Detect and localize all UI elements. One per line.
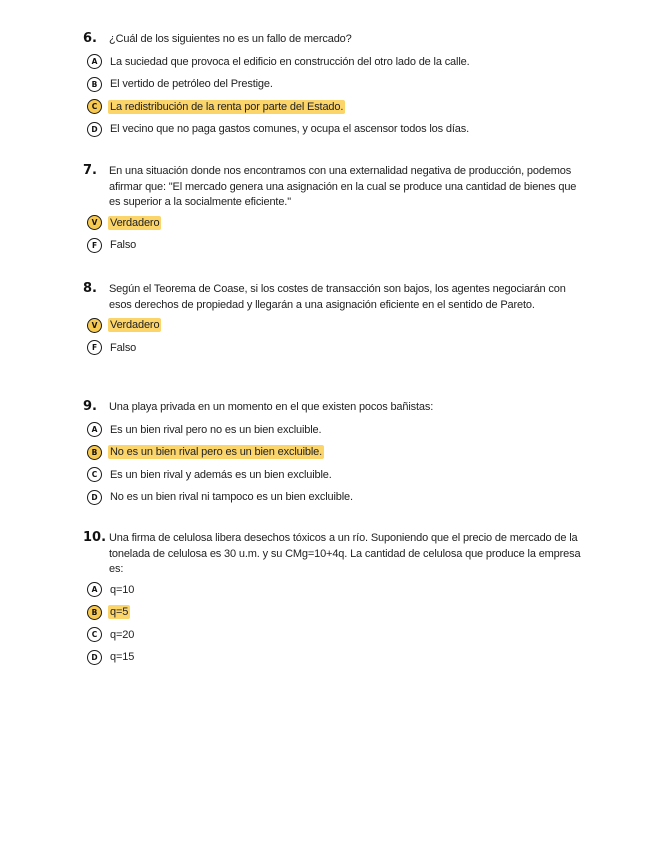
question-text: En una situación donde nos encontramos con una externalidad negativa de producción, podemos afirmar que: "El mercado genera una asignación en la cual se produce una cantidad de bienes que es superior a la socialmente eficiente." [109, 165, 577, 208]
option-c[interactable] [83, 464, 583, 487]
question-8 [83, 282, 583, 359]
option-bubble[interactable]: A [87, 54, 102, 69]
option-label: El vecino que no paga gastos comunes, y ocupa el ascensor todos los días. [110, 123, 470, 136]
option-label: q=5 [110, 606, 129, 619]
option-b-selected[interactable] [83, 441, 583, 464]
option-bubble[interactable]: C [87, 627, 102, 642]
question-text: Según el Teorema de Coase, si los costes de transacción son bajos, los agentes negociarán con esos derechos de propiedad y llegarán a una asignación eficiente en el sentido de Pareto. [109, 283, 566, 311]
option-label: Es un bien rival y además es un bien excluible. [110, 468, 332, 481]
option-label: No es un bien rival ni tampoco es un bien excluible. [110, 491, 353, 504]
question-text: Una playa privada en un momento en el que existen pocos bañistas: [109, 401, 434, 413]
option-bubble[interactable]: V [87, 318, 102, 333]
option-false[interactable] [83, 234, 583, 257]
option-c[interactable] [83, 624, 583, 647]
option-label: La redistribución de la renta por parte del Estado. [110, 100, 344, 113]
option-bubble[interactable]: D [87, 650, 102, 665]
option-bubble[interactable]: A [87, 582, 102, 597]
option-b-selected[interactable] [83, 601, 583, 624]
option-label: Es un bien rival pero no es un bien excluible. [110, 423, 322, 436]
question-text: Una firma de celulosa libera desechos tóxicos a un río. Suponiendo que el precio de mercado de la tonelada de celulosa es 30 u.m. y su CMg=10+4q. La cantidad de celulosa que produce la empresa es: [109, 532, 581, 575]
option-label: Verdadero [110, 216, 160, 229]
option-bubble[interactable]: D [87, 122, 102, 137]
option-b[interactable] [83, 73, 583, 96]
question-text: ¿Cuál de los siguientes no es un fallo de mercado? [109, 33, 352, 45]
option-bubble[interactable]: B [87, 77, 102, 92]
option-bubble[interactable]: F [87, 238, 102, 253]
option-bubble[interactable]: B [87, 445, 102, 460]
option-bubble[interactable]: F [87, 340, 102, 355]
option-true-selected[interactable] [83, 314, 583, 337]
option-d[interactable] [83, 646, 583, 669]
option-bubble[interactable]: V [87, 215, 102, 230]
question-number: 9. [83, 399, 97, 414]
option-label: q=20 [110, 628, 135, 641]
option-bubble[interactable]: C [87, 467, 102, 482]
question-number: 8. [83, 281, 97, 296]
option-label: Falso [110, 239, 137, 252]
question-6 [83, 32, 583, 141]
option-a[interactable] [83, 419, 583, 442]
option-label: q=10 [110, 583, 135, 596]
question-10 [83, 531, 583, 669]
option-label: El vertido de petróleo del Prestige. [110, 78, 273, 91]
option-false[interactable] [83, 337, 583, 360]
question-number: 7. [83, 163, 97, 178]
option-a[interactable] [83, 51, 583, 74]
option-label: Falso [110, 341, 137, 354]
option-label: No es un bien rival pero es un bien excluible. [110, 446, 323, 459]
option-true-selected[interactable] [83, 212, 583, 235]
option-label: La suciedad que provoca el edificio en construcción del otro lado de la calle. [110, 55, 470, 68]
question-number: 6. [83, 31, 97, 46]
option-label: Verdadero [110, 319, 160, 332]
question-7 [83, 164, 583, 257]
option-bubble[interactable]: B [87, 605, 102, 620]
option-label: q=15 [110, 651, 135, 664]
option-bubble[interactable]: A [87, 422, 102, 437]
question-9 [83, 400, 583, 509]
option-d[interactable] [83, 118, 583, 141]
option-bubble[interactable]: D [87, 490, 102, 505]
option-a[interactable] [83, 579, 583, 602]
question-number: 10. [83, 530, 107, 545]
option-bubble[interactable]: C [87, 99, 102, 114]
option-c-selected[interactable] [83, 96, 583, 119]
option-d[interactable] [83, 486, 583, 509]
